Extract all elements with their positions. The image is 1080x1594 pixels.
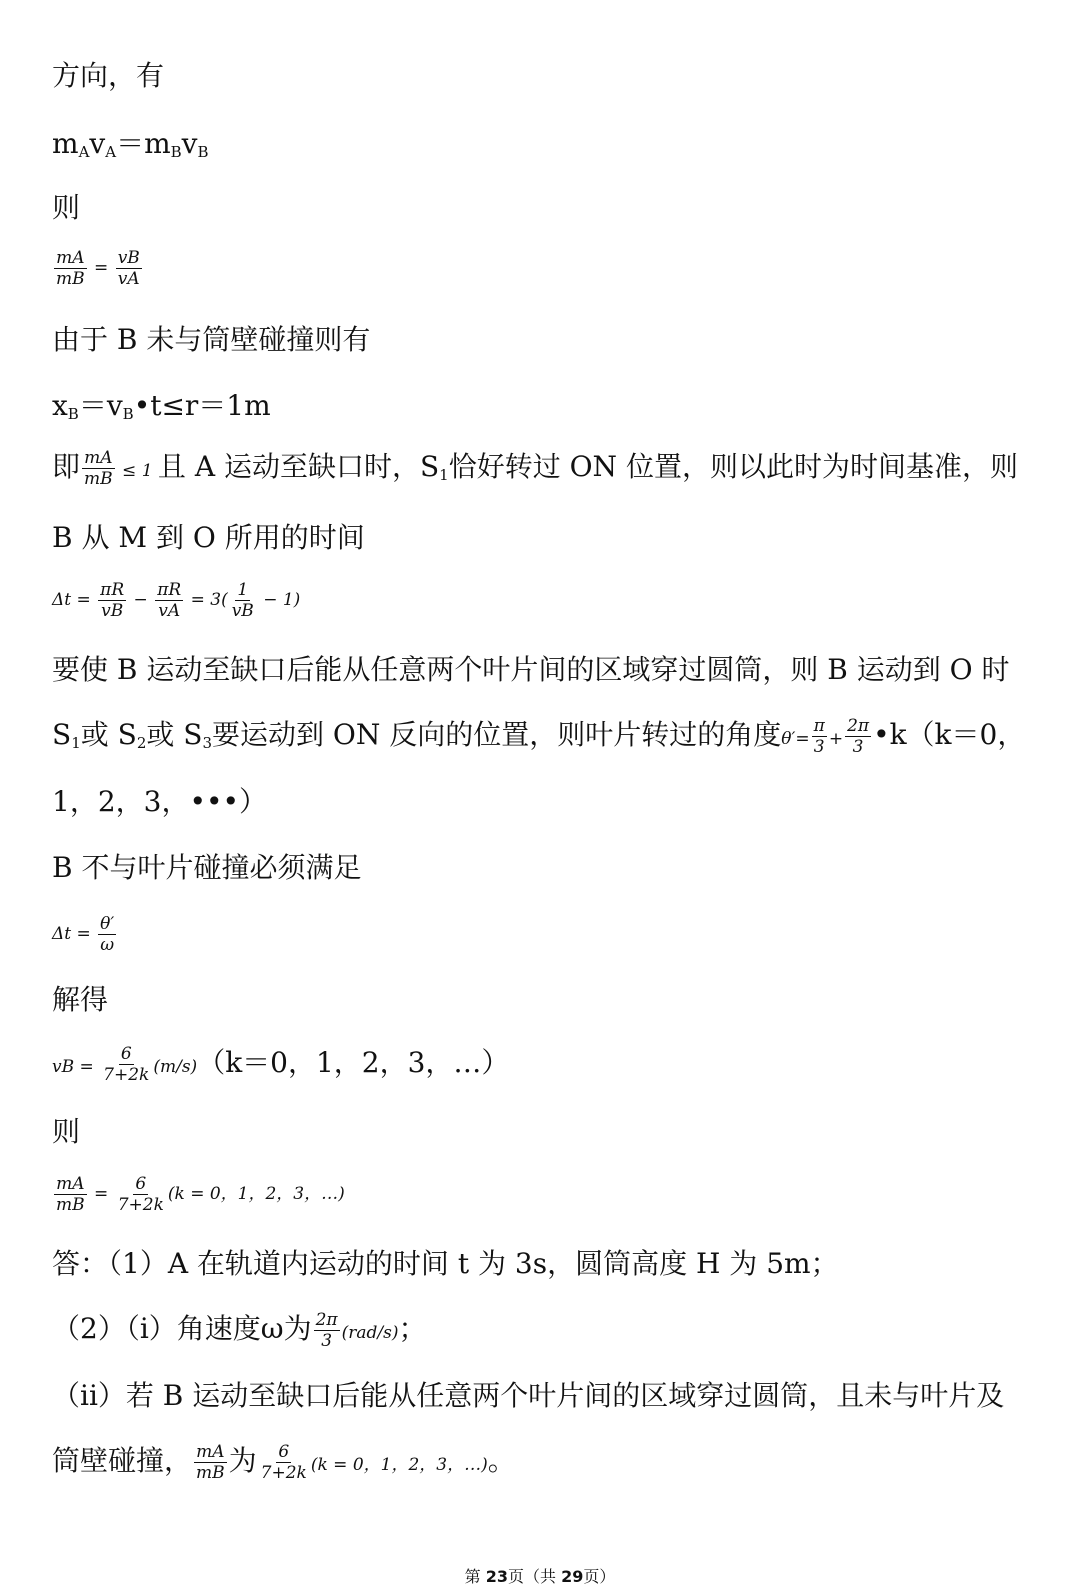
- text-line: B 从 M 到 O 所用的时间: [52, 521, 365, 554]
- equation-ratio: $\frac{mA}{mB}$ = $\frac{vB}{vA}$: [56, 248, 140, 289]
- equation-momentum: $m_Av_A=m_Bv_B$: [52, 127, 209, 161]
- answer-line: （ii）若 B 运动至缺口后能从任意两个叶片间的区域穿过圆筒，且未与叶片及: [52, 1379, 1005, 1412]
- text-line: 则: [52, 1115, 81, 1148]
- text-line: B 不与叶片碰撞必须满足: [52, 851, 362, 884]
- text-line: 解得: [52, 983, 109, 1016]
- text-line: 则: [52, 191, 81, 224]
- equation-displacement: $x_B=v_B•t\le r=1m$: [52, 389, 271, 423]
- answer-line: 筒壁碰撞， $\frac{mA}{mB}$ 为 $\frac{6}{7+2k}$ (k = 0，1，2，3，…)。: [52, 1442, 516, 1483]
- equation-delta-t: Δt = $\frac{\pi R}{vB}$ − $\frac{\pi R}{vA}$ = 3( $\frac{1}{vB}$ − 1): [52, 580, 301, 621]
- text-line: 由于 B 未与筒壁碰撞则有: [52, 323, 371, 356]
- answer-line: 答：（1）A 在轨道内运动的时间 t 为 3s，圆筒高度 H 为 5m；: [52, 1247, 839, 1280]
- answer-line: （2）（ⅰ）角速度ω为 $\frac{2\pi}{3}$ (rad/s)；: [52, 1310, 427, 1351]
- equation-mass-ratio: $\frac{mA}{mB}$ = $\frac{6}{7+2k}$ (k = 0，1，2，3，…): [56, 1174, 345, 1215]
- text-line: 要使 B 运动至缺口后能从任意两个叶片间的区域穿过圆筒，则 B 运动到 O 时: [52, 653, 1010, 686]
- equation-delta-t-theta: Δt = $\frac{\theta'}{\omega}$: [52, 914, 115, 955]
- equation-vb: vB = $\frac{6}{7+2k}$ (m/s)（k＝0，1，2，3，…）: [52, 1044, 510, 1085]
- page-footer: 第 23页（共 29页）: [464, 1567, 616, 1586]
- text-line: $S_1$或 $S_2$或 $S_3$要运动到 ON 反向的位置，则叶片转过的角度θ′= $\frac{\pi}{3}$ + $\frac{2\pi}{3}$ •k（k＝0，: [52, 716, 1026, 757]
- text-line: 方向，有: [52, 59, 165, 92]
- text-line: 即 $\frac{mA}{mB}$ ≤ 1 且 A 运动至缺口时，$S_1$恰好转过 ON 位置，则以此时为时间基准，则: [52, 448, 1018, 489]
- text-line: 1，2，3，•••）: [52, 785, 267, 818]
